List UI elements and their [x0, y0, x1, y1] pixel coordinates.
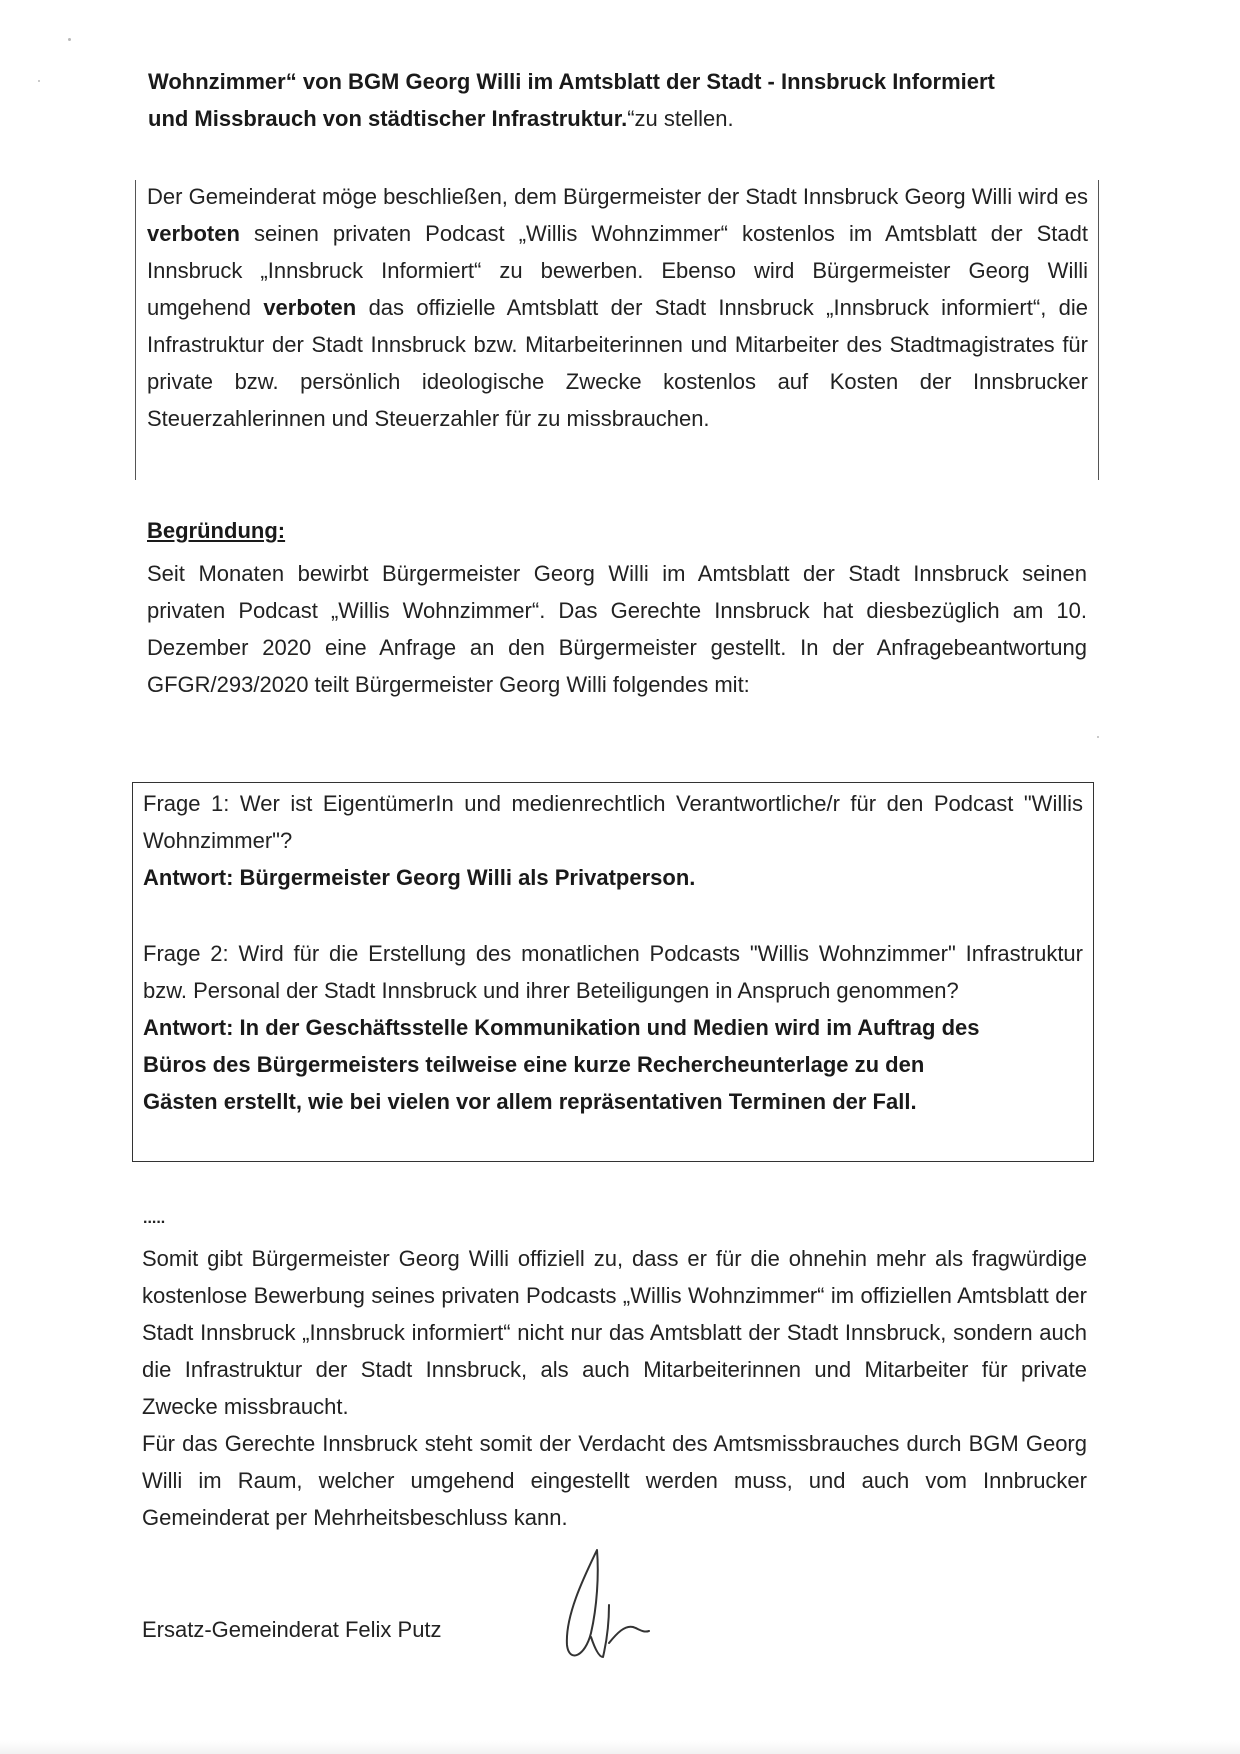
answer-1: Antwort: Bürgermeister Georg Willi als Privatperson.	[143, 865, 696, 890]
question-2: Frage 2: Wird für die Erstellung des monatlichen Podcasts "Willis Wohnzimmer" Infrastruktur bzw. Personal der Stadt Innsbruck und ihrer Beteiligungen in Anspruch genommen?	[143, 941, 1083, 1003]
question-1: Frage 1: Wer ist EigentümerIn und medienrechtlich Verantwortliche/r für den Podcast "Willis Wohnzimmer"?	[143, 791, 1083, 853]
reason-paragraph: Seit Monaten bewirbt Bürgermeister Georg Willi im Amtsblatt der Stadt Innsbruck seinen privaten Podcast „Willis Wohnzimmer“. Das Gerechte Innsbruck hat diesbezüglich am 10. Dezember 2020 eine Anfrage an den Bürgermeister gestellt. In der Anfragebeantwortung GFGR/293/2020 teilt Bürgermeister Georg Willi folgendes mit:	[147, 561, 1087, 697]
intro-text	[148, 63, 1096, 137]
ellipsis-dots: .....	[143, 1210, 166, 1227]
answer-2: Antwort: In der Geschäftsstelle Kommunikation und Medien wird im Auftrag des Büros des Bürgermeisters teilweise eine kurze Rechercheunterlage zu den Gästen erstellt, wie bei vielen vor allem repräsentativen Terminen der Fall.	[143, 1015, 980, 1114]
signer-name: Ersatz-Gemeinderat Felix Putz	[142, 1617, 442, 1642]
reason-heading: Begründung:	[147, 518, 286, 543]
intro-line-1: Wohnzimmer“ von BGM Georg Willi im Amtsblatt der Stadt - Innsbruck Informiert	[148, 69, 995, 94]
question-1-block	[143, 785, 1083, 896]
conclusion-paragraph-2: Für das Gerechte Innsbruck steht somit der Verdacht des Amtsmissbrauches durch BGM Georg Willi im Raum, welcher umgehend eingestellt werden muss, und auch vom Innbrucker Gemeinderat per Mehrheitsbeschluss kann.	[142, 1431, 1087, 1530]
motion-right-bar	[1098, 180, 1099, 480]
question-2-block	[143, 935, 1083, 1120]
scan-speck	[1097, 736, 1099, 738]
motion-paragraph: Der Gemeinderat möge beschließen, dem Bürgermeister der Stadt Innsbruck Georg Willi wird es verboten seinen privaten Podcast „Willis Wohnzimmer“ kostenlos im Amtsblatt der Stadt Innsbruck „Innsbruck Informiert“ zu bewerben. Ebenso wird Bürgermeister Georg Willi umgehend verboten das offizielle Amtsblatt der Stadt Innsbruck „Innsbruck informiert“, die Infrastruktur der Stadt Innsbruck bzw. Mitarbeiterinnen und Mitarbeiter des Stadtmagistrates für private bzw. persönlich ideologische Zwecke kostenlos auf Kosten der Innsbrucker Steuerzahlerinnen und Steuerzahler für zu missbrauchen.	[147, 184, 1088, 431]
handwritten-signature	[545, 1545, 655, 1665]
scan-edge	[0, 1740, 1240, 1754]
conclusion-paragraph-1: Somit gibt Bürgermeister Georg Willi offiziell zu, dass er für die ohnehin mehr als fragwürdige kostenlose Bewerbung seines privaten Podcasts „Willis Wohnzimmer“ im offiziellen Amtsblatt der Stadt Innsbruck „Innsbruck informiert“ nicht nur das Amtsblatt der Stadt Innsbruck, sondern auch die Infrastruktur der Stadt Innsbruck, als auch Mitarbeiterinnen und Mitarbeiter für private Zwecke missbraucht.	[142, 1246, 1087, 1419]
intro-line-2: und Missbrauch von städtischer Infrastruktur.“zu stellen.	[148, 106, 734, 131]
conclusion-text	[142, 1240, 1087, 1536]
scan-speck	[38, 80, 40, 82]
emphasis-verboten-2: verboten	[263, 295, 357, 320]
motion-left-bar	[135, 180, 136, 480]
emphasis-verboten-1: verboten	[147, 221, 240, 246]
scan-speck	[68, 38, 71, 41]
